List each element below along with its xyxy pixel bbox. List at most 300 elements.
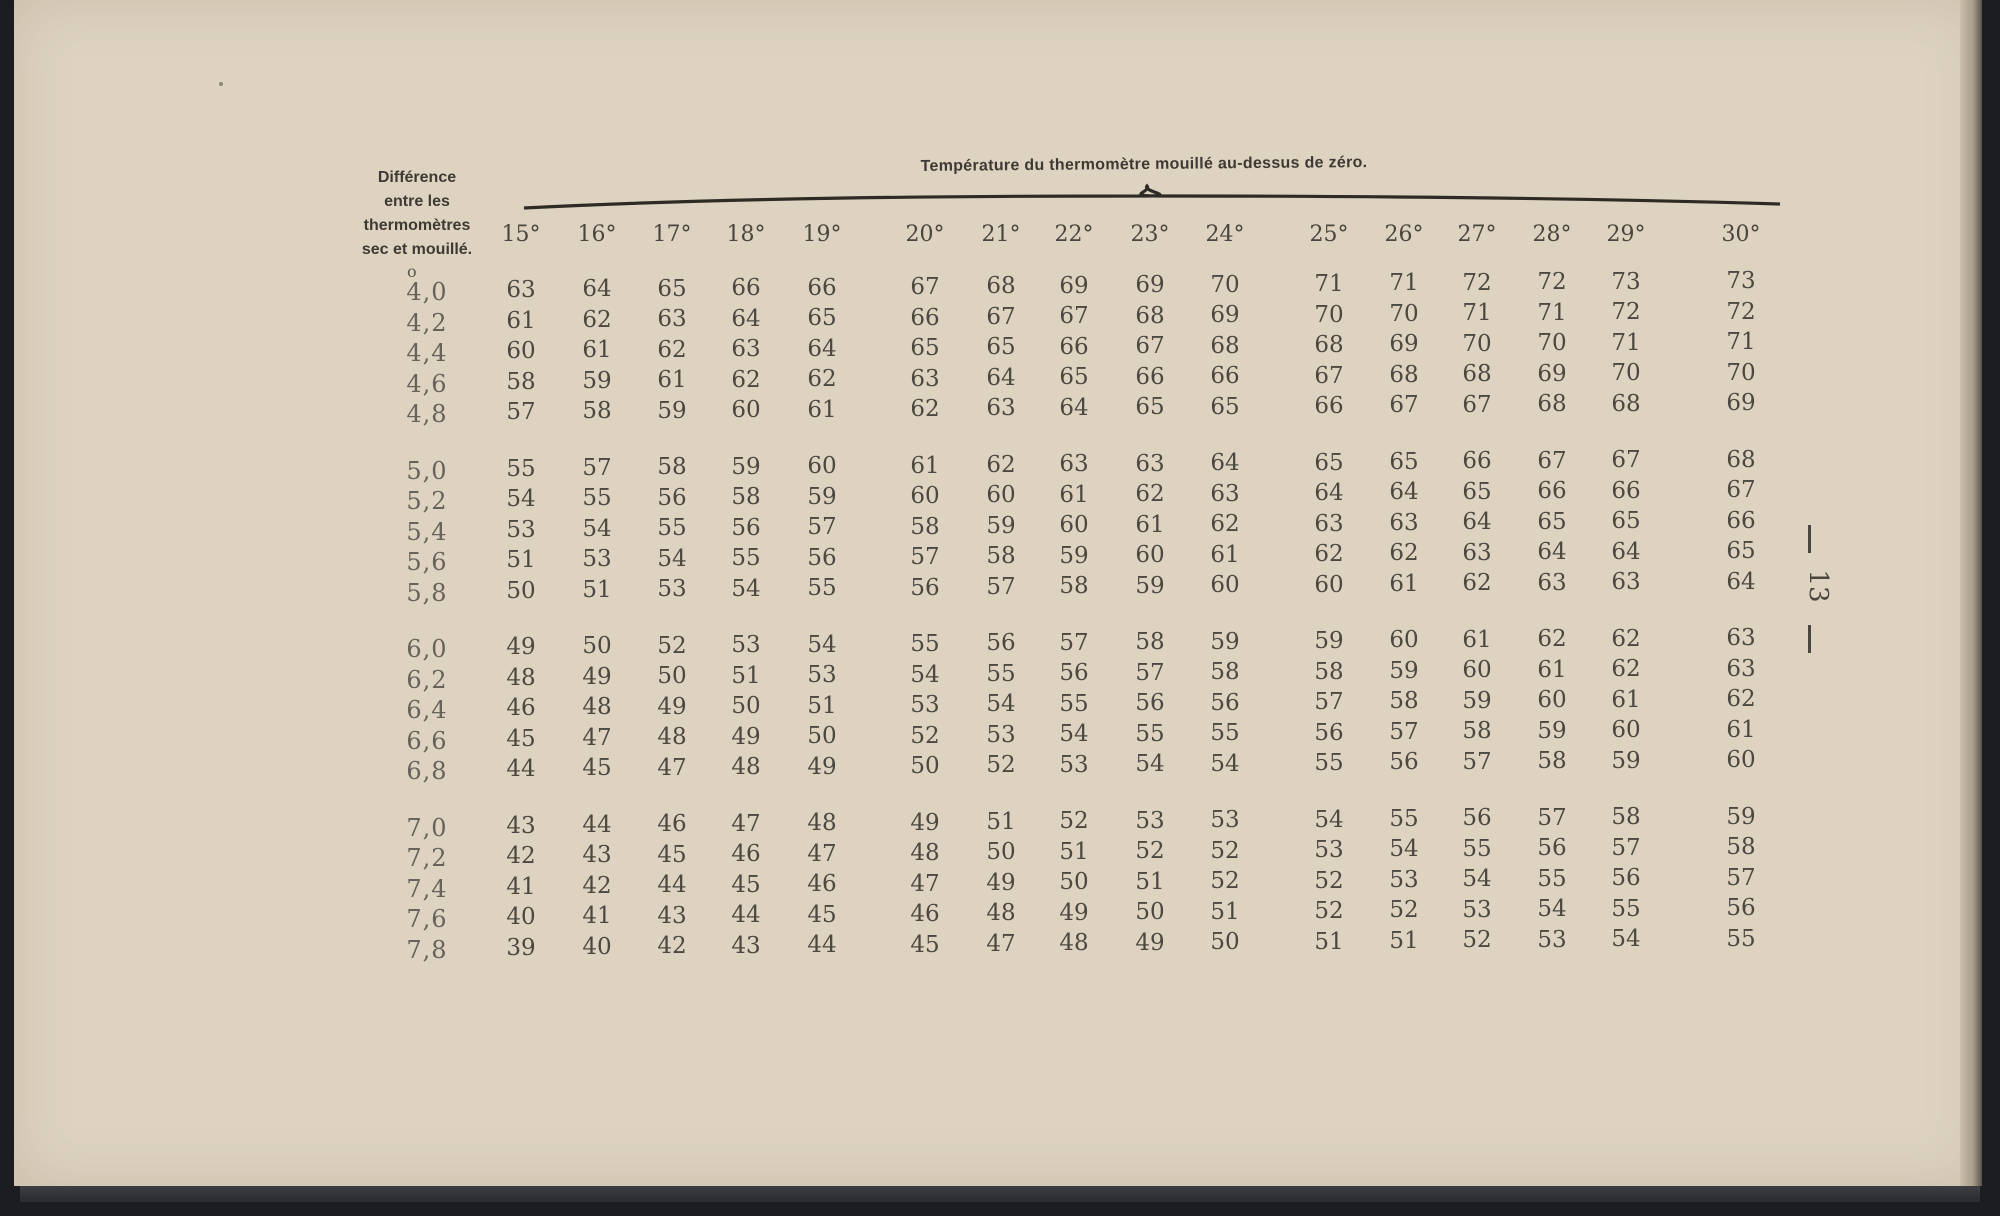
- row-label: 5,6: [406, 548, 448, 576]
- table-cell: 52: [1314, 867, 1344, 894]
- table-cell: 61: [910, 452, 940, 479]
- table-cell: 51: [1135, 868, 1165, 895]
- table-cell: 44: [657, 872, 687, 899]
- table-cell: 55: [731, 545, 761, 572]
- table-cell: 47: [986, 930, 1016, 957]
- table-cell: 52: [1462, 927, 1492, 954]
- table-cell: 63: [1726, 655, 1756, 682]
- table-cell: 63: [731, 336, 761, 363]
- table-cell: 51: [1389, 927, 1419, 954]
- table-cell: 58: [1210, 659, 1240, 686]
- table-cell: 54: [657, 545, 687, 572]
- table-cell: 53: [986, 721, 1016, 748]
- table-cell: 52: [1314, 898, 1344, 924]
- table-cell: 48: [731, 754, 761, 781]
- table-cell: 71: [1537, 299, 1567, 326]
- table-cell: 42: [506, 843, 536, 869]
- table-cell: 65: [1059, 364, 1089, 391]
- table-cell: 59: [1389, 657, 1419, 684]
- table-cell: 56: [1462, 805, 1492, 832]
- difference-header-line: sec et mouillé.: [361, 241, 473, 258]
- table-cell: 62: [986, 451, 1016, 478]
- row-label: 5,2: [406, 487, 448, 515]
- table-cell: 61: [1537, 656, 1567, 683]
- table-cell: 68: [1537, 391, 1567, 418]
- table-cell: 65: [1314, 449, 1344, 476]
- table-cell: 54: [910, 661, 940, 688]
- table-cell: 53: [506, 516, 536, 543]
- table-cell: 57: [506, 399, 536, 425]
- table-cell: 46: [657, 811, 687, 838]
- table-cell: 62: [1726, 686, 1756, 712]
- table-cell: 53: [1135, 807, 1165, 834]
- row-label: 4,8: [406, 400, 448, 428]
- column-header: 22°: [1054, 222, 1094, 247]
- table-cell: 73: [1726, 268, 1756, 294]
- table-cell: 56: [910, 574, 940, 601]
- table-cell: 54: [807, 631, 837, 658]
- table-cell: 61: [1210, 541, 1240, 568]
- table-cell: 71: [1462, 300, 1492, 327]
- table-cell: 63: [1210, 480, 1240, 507]
- table-cell: 41: [506, 873, 536, 900]
- table-cell: 59: [582, 367, 612, 394]
- table-cell: 60: [807, 453, 837, 480]
- column-header: 15°: [501, 222, 541, 247]
- table-cell: 60: [1462, 657, 1492, 684]
- table-cell: 59: [1314, 628, 1344, 654]
- table-cell: 55: [1726, 925, 1756, 952]
- table-cell: 68: [1726, 446, 1756, 473]
- table-cell: 49: [807, 753, 837, 780]
- table-cell: 57: [910, 544, 940, 570]
- table-cell: 66: [731, 275, 761, 302]
- table-cell: 47: [582, 724, 612, 751]
- table-cell: 65: [1611, 508, 1641, 535]
- table-cell: 57: [1726, 864, 1756, 891]
- table-cell: 63: [910, 365, 940, 392]
- table-cell: 72: [1537, 269, 1567, 296]
- table-cell: 40: [506, 904, 536, 930]
- table-cell: 55: [986, 660, 1016, 687]
- table-cell: 67: [986, 303, 1016, 330]
- row-label: 6,4: [406, 696, 448, 724]
- table-cell: 50: [1210, 929, 1240, 956]
- table-cell: 49: [506, 634, 536, 660]
- row-label: 7,8: [406, 935, 448, 964]
- table-cell: 52: [1389, 897, 1419, 924]
- side-rule-top: [1808, 525, 1811, 553]
- table-cell: 69: [1537, 360, 1567, 387]
- table-cell: 60: [731, 397, 761, 424]
- table-cell: 54: [1537, 896, 1567, 923]
- table-cell: 47: [910, 870, 940, 897]
- table-cell: 72: [1611, 299, 1641, 326]
- table-cell: 67: [1314, 362, 1344, 389]
- header-brace: [522, 180, 1782, 210]
- table-cell: 58: [1462, 718, 1492, 745]
- table-cell: 50: [731, 693, 761, 720]
- table-cell: 46: [807, 871, 837, 898]
- table-cell: 66: [1135, 363, 1165, 390]
- table-cell: 60: [1726, 747, 1756, 773]
- table-cell: 64: [1726, 568, 1756, 595]
- table-cell: 69: [1210, 302, 1240, 329]
- table-cell: 57: [986, 573, 1016, 600]
- temperature-title: Température du thermomètre mouillé au-dessus de zéro.: [920, 154, 1368, 175]
- table-cell: 51: [1210, 898, 1240, 925]
- table-cell: 60: [1537, 687, 1567, 714]
- table-cell: 64: [807, 335, 837, 362]
- table-cell: 55: [1611, 895, 1641, 922]
- table-cell: 66: [1314, 393, 1344, 419]
- row-label: 4,0: [406, 278, 448, 306]
- table-cell: 60: [1389, 627, 1419, 654]
- table-cell: 60: [1135, 542, 1165, 569]
- table-cell: 59: [807, 483, 837, 510]
- table-cell: 68: [986, 273, 1016, 300]
- table-cell: 65: [1210, 393, 1240, 420]
- table-cell: 65: [1389, 448, 1419, 475]
- difference-header-line: thermomètres: [363, 217, 471, 234]
- table-cell: 63: [1462, 539, 1492, 566]
- row-label: 6,2: [406, 665, 448, 694]
- table-cell: 73: [1611, 268, 1641, 295]
- table-cell: 55: [657, 515, 687, 542]
- table-cell: 45: [910, 931, 940, 958]
- page-edge: [1960, 0, 1982, 1186]
- table-cell: 61: [506, 307, 536, 334]
- table-cell: 64: [1210, 450, 1240, 477]
- row-label: 7,0: [406, 813, 448, 842]
- table-cell: 45: [657, 841, 687, 868]
- table-cell: 64: [731, 305, 761, 332]
- table-cell: 64: [1314, 480, 1344, 506]
- table-cell: 62: [1135, 481, 1165, 508]
- table-cell: 57: [1462, 748, 1492, 775]
- table-cell: 43: [657, 902, 687, 929]
- table-cell: 57: [1389, 718, 1419, 745]
- table-cell: 48: [910, 840, 940, 866]
- table-cell: 50: [506, 577, 536, 604]
- table-cell: 48: [807, 810, 837, 837]
- table-cell: 70: [1611, 360, 1641, 387]
- table-cell: 67: [910, 274, 940, 300]
- table-cell: 59: [1135, 572, 1165, 599]
- table-cell: 65: [1726, 538, 1756, 564]
- table-cell: 47: [657, 754, 687, 781]
- table-cell: 56: [1314, 719, 1344, 746]
- table-cell: 51: [986, 808, 1016, 835]
- table-cell: 50: [657, 663, 687, 690]
- table-cell: 44: [731, 902, 761, 929]
- column-header: 21°: [981, 222, 1021, 247]
- row-label: 7,4: [406, 874, 448, 903]
- table-cell: 70: [1462, 330, 1492, 357]
- table-cell: 49: [1135, 929, 1165, 956]
- column-header: 27°: [1457, 222, 1497, 247]
- table-cell: 72: [1726, 298, 1756, 325]
- table-cell: 61: [1462, 626, 1492, 653]
- table-cell: 69: [1389, 331, 1419, 358]
- table-cell: 63: [1135, 450, 1165, 477]
- table-cell: 47: [731, 810, 761, 837]
- table-cell: 64: [1462, 509, 1492, 536]
- table-cell: 66: [1462, 448, 1492, 475]
- table-cell: 64: [1389, 479, 1419, 506]
- table-cell: 39: [506, 934, 536, 961]
- table-cell: 70: [1726, 359, 1756, 386]
- side-page-number: [1790, 525, 1840, 655]
- table-cell: 65: [807, 305, 837, 332]
- table-cell: 48: [1059, 930, 1089, 957]
- table-cell: 58: [582, 398, 612, 425]
- table-cell: 63: [1611, 569, 1641, 596]
- table-cell: 52: [1210, 868, 1240, 895]
- table-cell: 58: [731, 484, 761, 511]
- table-cell: 59: [1210, 628, 1240, 655]
- table-cell: 61: [807, 396, 837, 423]
- table-cell: 69: [1059, 272, 1089, 299]
- table-cell: 52: [657, 632, 687, 659]
- table-cell: 67: [1389, 392, 1419, 419]
- table-cell: 55: [807, 575, 837, 602]
- table-cell: 49: [657, 693, 687, 720]
- table-cell: 43: [582, 842, 612, 869]
- table-cell: 66: [1537, 478, 1567, 505]
- table-cell: 49: [582, 663, 612, 690]
- table-cell: 63: [986, 395, 1016, 422]
- table-cell: 63: [506, 277, 536, 303]
- table-cell: 43: [506, 812, 536, 839]
- table-cell: 68: [1314, 332, 1344, 358]
- table-cell: 49: [910, 809, 940, 836]
- table-cell: 58: [910, 513, 940, 540]
- row-label: 5,8: [406, 578, 448, 607]
- table-cell: 68: [1135, 302, 1165, 329]
- table-cell: 58: [986, 543, 1016, 570]
- table-cell: 52: [986, 752, 1016, 779]
- column-header: 18°: [726, 222, 766, 247]
- table-cell: 56: [1537, 835, 1567, 862]
- table-cell: 55: [506, 455, 536, 482]
- table-cell: 60: [1611, 717, 1641, 744]
- table-cell: 56: [1135, 690, 1165, 717]
- table-cell: 44: [506, 756, 536, 782]
- table-cell: 64: [1611, 538, 1641, 565]
- table-cell: 63: [657, 306, 687, 333]
- table-cell: 67: [1537, 447, 1567, 474]
- column-header: 28°: [1532, 222, 1572, 247]
- table-cell: 44: [582, 811, 612, 838]
- table-cell: 67: [1611, 447, 1641, 474]
- table-cell: 59: [1726, 803, 1756, 830]
- column-header: 23°: [1130, 222, 1170, 247]
- table-cell: 69: [1135, 272, 1165, 299]
- table-cell: 58: [506, 368, 536, 395]
- table-cell: 60: [506, 338, 536, 364]
- table-cell: 62: [1389, 540, 1419, 567]
- row-label: 6,0: [406, 635, 448, 663]
- table-cell: 51: [1314, 928, 1344, 955]
- table-cell: 61: [1611, 686, 1641, 713]
- table-cell: 56: [807, 544, 837, 571]
- table-cell: 58: [1537, 748, 1567, 775]
- table-cell: 58: [657, 454, 687, 481]
- table-cell: 56: [986, 630, 1016, 657]
- table-cell: 63: [1059, 451, 1089, 478]
- table-cell: 70: [1389, 300, 1419, 327]
- table-cell: 56: [1726, 895, 1756, 921]
- table-cell: 62: [1462, 570, 1492, 597]
- table-cell: 71: [1389, 270, 1419, 297]
- table-cell: 53: [910, 692, 940, 718]
- side-page-number-text: 13: [1803, 569, 1833, 603]
- table-cell: 64: [986, 364, 1016, 391]
- table-cell: 46: [910, 901, 940, 927]
- table-cell: 52: [1135, 838, 1165, 865]
- row-label: 4,6: [406, 369, 448, 398]
- table-cell: 54: [986, 691, 1016, 718]
- table-cell: 56: [731, 514, 761, 541]
- table-cell: 61: [657, 367, 687, 394]
- table-cell: 62: [1537, 626, 1567, 653]
- table-cell: 61: [1135, 511, 1165, 538]
- row-label: 6,6: [406, 726, 448, 755]
- row-label: 6,8: [406, 757, 448, 785]
- table-cell: 62: [910, 396, 940, 422]
- table-cell: 49: [1059, 899, 1089, 926]
- table-cell: 54: [1389, 836, 1419, 863]
- table-cell: 45: [731, 871, 761, 898]
- table-cell: 50: [807, 723, 837, 750]
- table-cell: 70: [1537, 330, 1567, 357]
- table-cell: 69: [1726, 390, 1756, 416]
- table-cell: 55: [1389, 805, 1419, 832]
- row-label: 4,4: [406, 339, 448, 367]
- table-cell: 53: [1314, 837, 1344, 863]
- table-cell: 57: [1314, 689, 1344, 715]
- table-cell: 56: [1389, 749, 1419, 776]
- table-cell: 45: [506, 725, 536, 752]
- difference-header-line: Différence: [377, 169, 457, 186]
- table-cell: 64: [582, 276, 612, 303]
- table-cell: 61: [1059, 481, 1089, 508]
- table-cell: 59: [1462, 687, 1492, 714]
- table-cell: 62: [657, 336, 687, 363]
- table-cell: 65: [1537, 508, 1567, 535]
- table-cell: 71: [1726, 329, 1756, 355]
- column-header: 20°: [905, 222, 945, 247]
- column-header: 19°: [802, 222, 842, 247]
- table-cell: 45: [582, 755, 612, 782]
- table-cell: 61: [1726, 716, 1756, 743]
- table-cell: 68: [1611, 390, 1641, 417]
- table-cell: 53: [1389, 866, 1419, 893]
- table-cell: 63: [1537, 569, 1567, 596]
- table-cell: 65: [1135, 394, 1165, 421]
- table-cell: 67: [1726, 477, 1756, 503]
- table-cell: 47: [807, 840, 837, 867]
- table-cell: 53: [582, 546, 612, 573]
- table-cell: 52: [1210, 837, 1240, 864]
- table-cell: 55: [1537, 865, 1567, 892]
- table-cell: 60: [1059, 512, 1089, 539]
- book-page: [14, 0, 1982, 1186]
- table-cell: 59: [657, 397, 687, 424]
- table-cell: 66: [1059, 333, 1089, 360]
- table-cell: 65: [986, 334, 1016, 361]
- table-cell: 55: [1210, 720, 1240, 747]
- table-cell: 55: [582, 485, 612, 512]
- table-cell: 62: [1314, 541, 1344, 567]
- table-cell: 58: [1389, 688, 1419, 715]
- table-cell: 50: [986, 839, 1016, 866]
- book-bottom-edge: [20, 1186, 1980, 1202]
- table-cell: 54: [1059, 721, 1089, 748]
- column-header: 25°: [1309, 222, 1349, 247]
- table-cell: 53: [731, 632, 761, 659]
- table-cell: 54: [731, 575, 761, 602]
- table-cell: 67: [1135, 333, 1165, 360]
- table-cell: 54: [506, 486, 536, 512]
- table-cell: 52: [1059, 808, 1089, 835]
- table-cell: 51: [506, 547, 536, 573]
- table-cell: 57: [1059, 629, 1089, 656]
- table-cell: 59: [1537, 717, 1567, 744]
- table-cell: 62: [1210, 511, 1240, 538]
- table-cell: 60: [1210, 572, 1240, 599]
- table-cell: 50: [1059, 869, 1089, 896]
- column-header: 29°: [1606, 222, 1646, 247]
- table-cell: 68: [1462, 361, 1492, 388]
- table-cell: 64: [1059, 394, 1089, 421]
- table-cell: 51: [582, 576, 612, 603]
- table-cell: 66: [1210, 363, 1240, 390]
- table-cell: 48: [582, 694, 612, 721]
- row-label: 7,6: [406, 905, 448, 933]
- table-cell: 71: [1611, 329, 1641, 356]
- table-cell: 58: [1314, 658, 1344, 685]
- table-cell: 57: [1537, 804, 1567, 831]
- table-cell: 59: [731, 453, 761, 480]
- table-cell: 53: [1462, 896, 1492, 923]
- table-cell: 65: [657, 275, 687, 302]
- table-cell: 40: [582, 933, 612, 960]
- table-cell: 58: [1135, 629, 1165, 656]
- table-cell: 55: [1135, 720, 1165, 747]
- table-cell: 52: [910, 722, 940, 749]
- table-cell: 70: [1314, 301, 1344, 328]
- table-cell: 55: [1314, 750, 1344, 776]
- table-cell: 46: [506, 695, 536, 721]
- difference-header-line: entre les: [384, 193, 450, 210]
- table-cell: 50: [1135, 899, 1165, 926]
- table-cell: 61: [582, 337, 612, 364]
- table-cell: 56: [1611, 865, 1641, 892]
- table-cell: 65: [910, 335, 940, 361]
- table-cell: 55: [1462, 835, 1492, 862]
- table-cell: 57: [582, 454, 612, 481]
- table-cell: 66: [807, 274, 837, 301]
- table-cell: 68: [1210, 332, 1240, 359]
- table-cell: 66: [910, 304, 940, 331]
- table-cell: 51: [1059, 838, 1089, 865]
- table-cell: 68: [1389, 361, 1419, 388]
- table-cell: 63: [1389, 509, 1419, 536]
- table-cell: 51: [731, 662, 761, 689]
- table-cell: 42: [657, 933, 687, 960]
